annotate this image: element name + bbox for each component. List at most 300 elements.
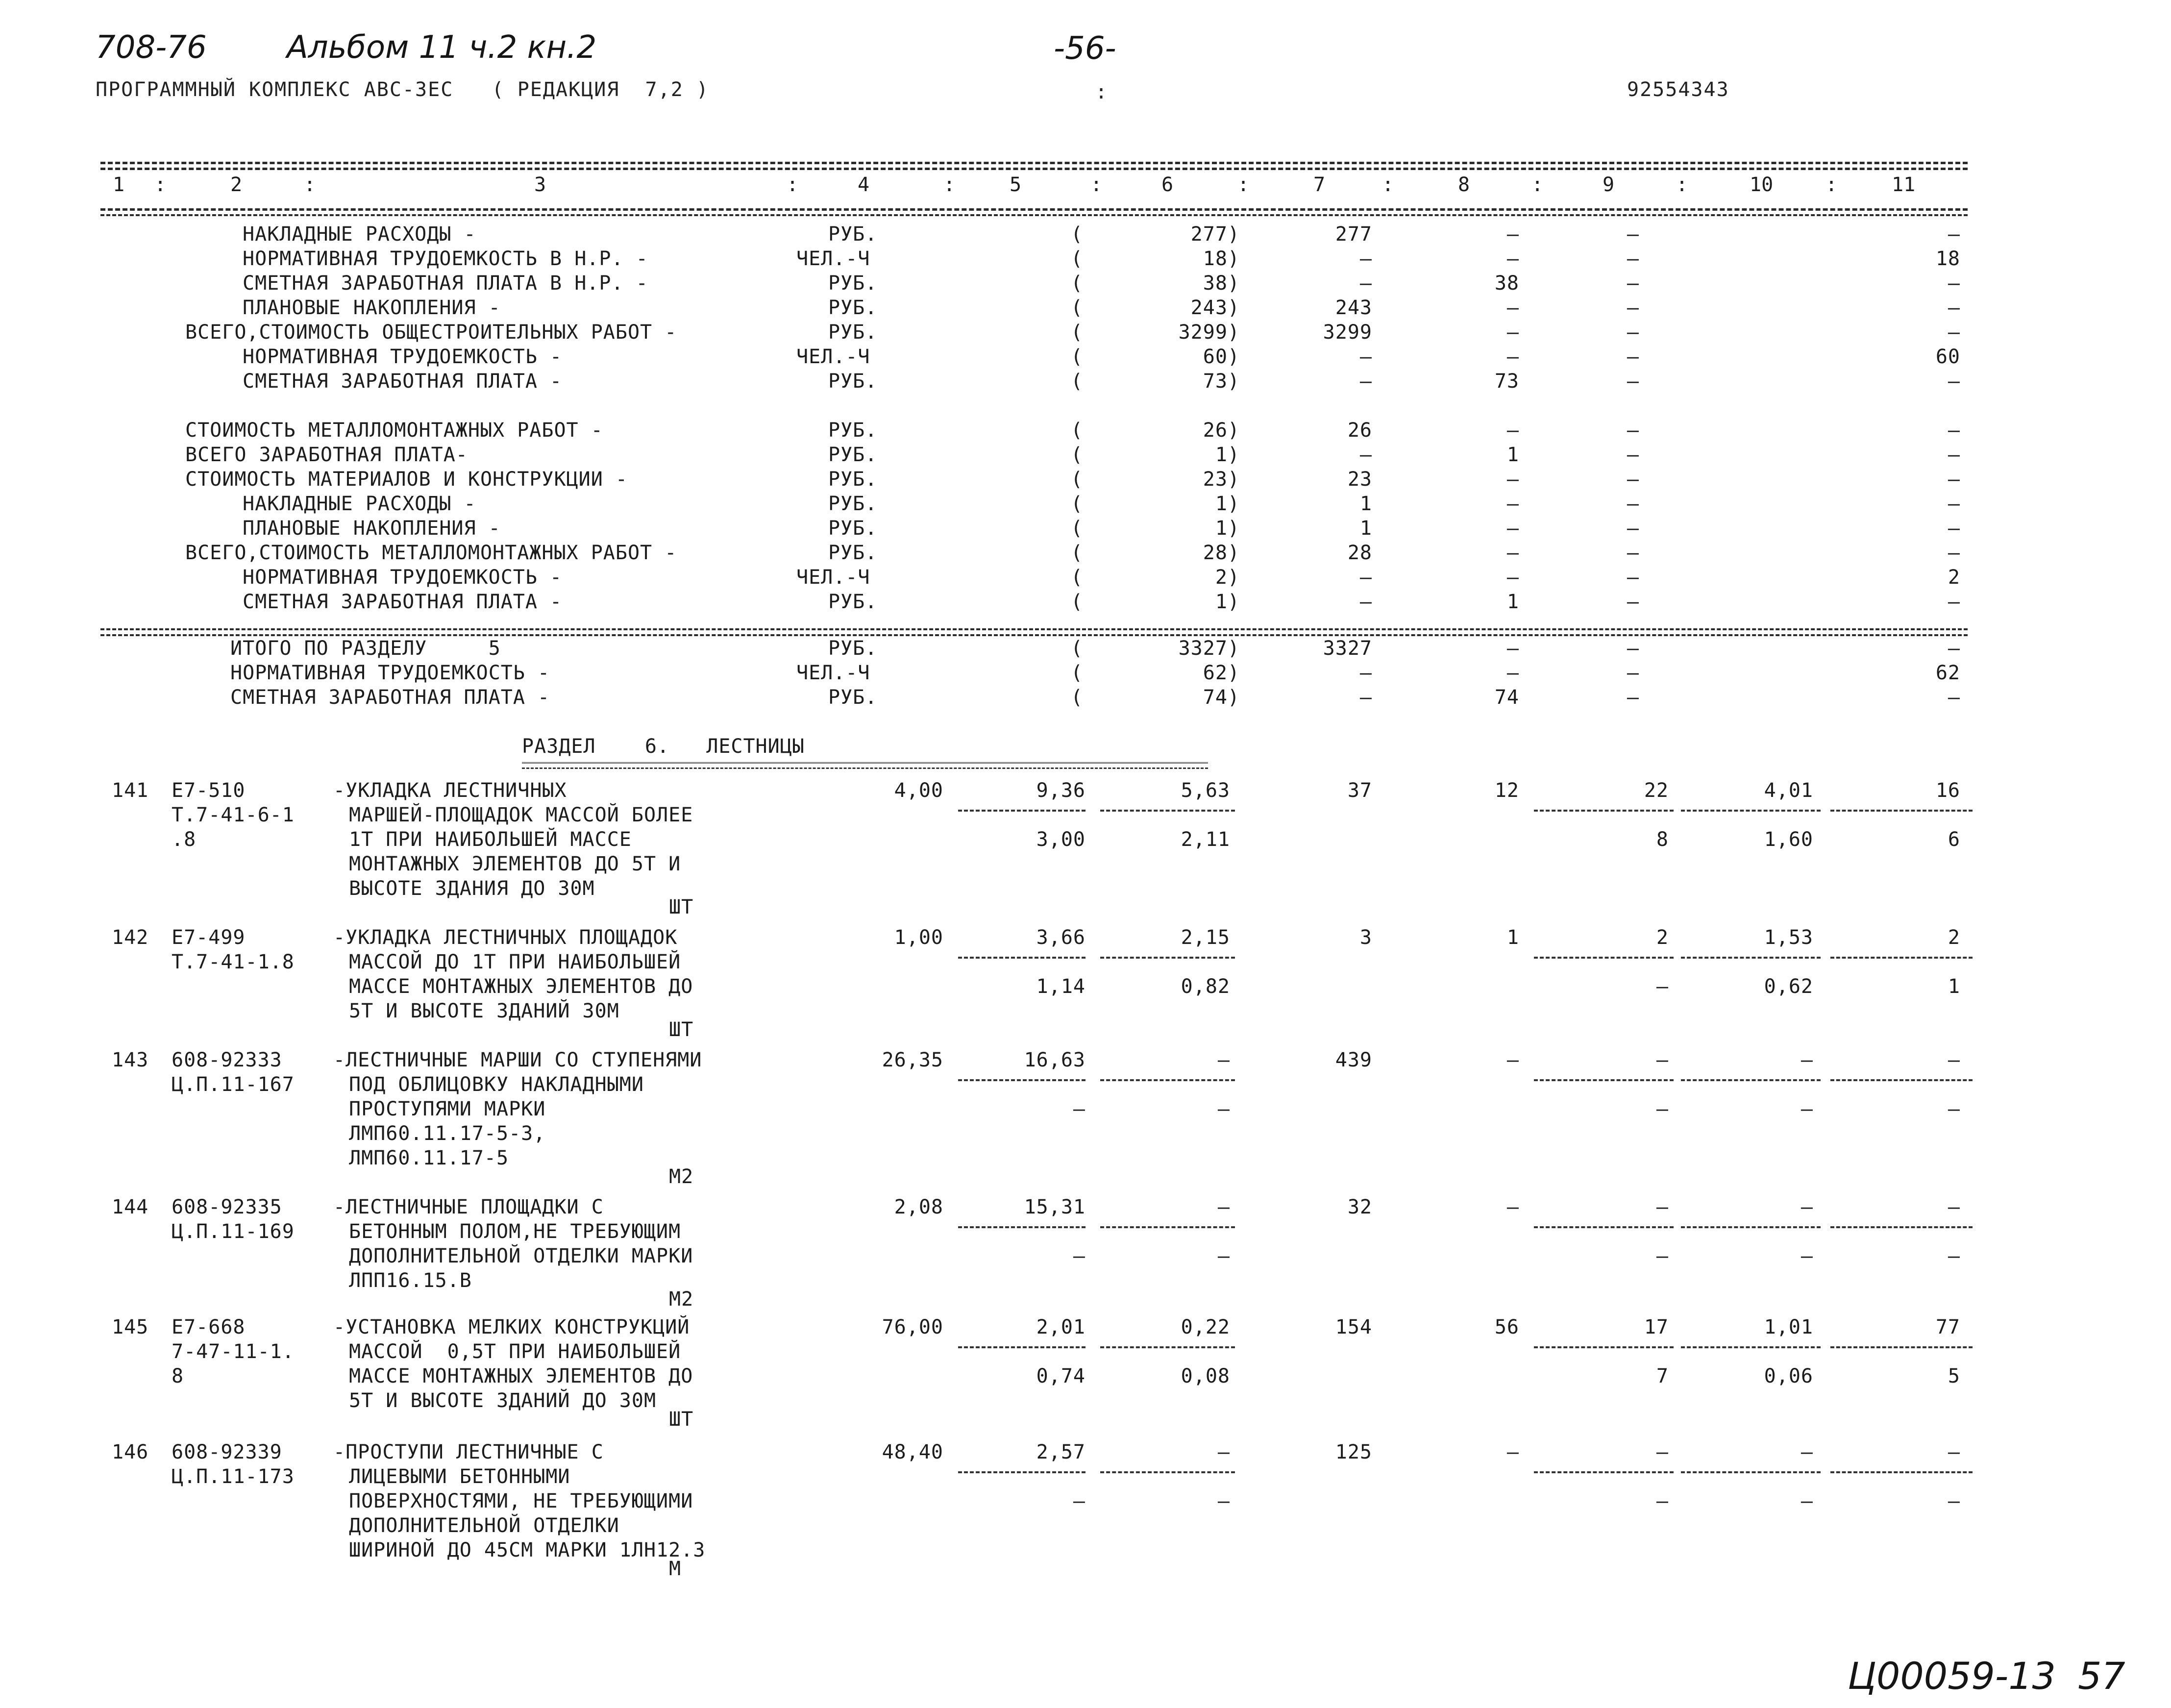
- item-col4: 2,08: [894, 1196, 943, 1218]
- item-description: -УСТАНОВКА МЕЛКИХ КОНСТРУКЦИЙ: [333, 1316, 690, 1338]
- summary-col6: 74): [1203, 686, 1240, 709]
- summary-paren-open: (: [1071, 272, 1084, 295]
- item-code: 608-92335: [172, 1196, 282, 1218]
- column-separator: :: [304, 173, 316, 196]
- column-separator: :: [1237, 173, 1250, 196]
- item-col11-lower: –: [1948, 1098, 1960, 1120]
- summary-col6: 1): [1215, 517, 1240, 540]
- item-col6-lower: –: [1217, 1245, 1230, 1267]
- item-col4: 48,40: [882, 1441, 943, 1463]
- item-col6-lower: 0,82: [1181, 975, 1230, 998]
- summary-col8: 1: [1506, 444, 1519, 466]
- summary-col11: –: [1948, 444, 1960, 466]
- item-col5: 15,31: [1024, 1196, 1086, 1218]
- item-description: ЛПП16.15.В: [349, 1269, 472, 1292]
- summary-col6: 73): [1203, 370, 1240, 393]
- item-col10: –: [1801, 1441, 1813, 1463]
- item-code: Т.7-41-1.8: [172, 951, 295, 973]
- summary-col8: –: [1506, 637, 1519, 660]
- summary-paren-open: (: [1071, 542, 1084, 564]
- summary-paren-open: (: [1071, 248, 1084, 270]
- summary-col7: –: [1359, 272, 1372, 295]
- fraction-line: [1681, 1079, 1821, 1081]
- summary-col7: 26: [1347, 419, 1372, 442]
- summary-label: НАКЛАДНЫЕ РАСХОДЫ -: [243, 223, 476, 246]
- item-description: МАССЕ МОНТАЖНЫХ ЭЛЕМЕНТОВ ДО: [349, 1365, 693, 1387]
- item-col7: 32: [1347, 1196, 1372, 1218]
- item-col10: 1,53: [1764, 926, 1813, 949]
- table-header-bottom-rule-2: [100, 214, 1968, 216]
- summary-label: СМЕТНАЯ ЗАРАБОТНАЯ ПЛАТА -: [243, 370, 563, 393]
- item-col9-lower: –: [1656, 1490, 1669, 1512]
- item-col10: 4,01: [1764, 779, 1813, 802]
- item-description: 5Т И ВЫСОТЕ ЗДАНИЙ ДО 30М: [349, 1389, 657, 1412]
- fraction-line: [1681, 957, 1821, 959]
- summary-paren-open: (: [1071, 468, 1084, 491]
- summary-col11: –: [1948, 419, 1960, 442]
- fraction-line: [1534, 1471, 1674, 1473]
- item-col11: –: [1948, 1196, 1960, 1218]
- summary-col9: –: [1627, 419, 1639, 442]
- fraction-line: [1830, 1226, 1973, 1228]
- item-col5-lower: –: [1073, 1490, 1086, 1512]
- summary-col9: –: [1627, 591, 1639, 613]
- summary-paren-open: (: [1071, 662, 1084, 684]
- item-col7: 154: [1335, 1316, 1372, 1338]
- item-col9-lower: –: [1656, 1098, 1669, 1120]
- fraction-line: [1100, 810, 1235, 812]
- fraction-line: [958, 1226, 1086, 1228]
- summary-col7: 3299: [1323, 321, 1372, 344]
- summary-col9: –: [1627, 686, 1639, 709]
- item-unit: ШТ: [669, 1018, 694, 1041]
- item-col8: –: [1506, 1196, 1519, 1218]
- summary-col7: 1: [1359, 517, 1372, 540]
- fraction-line: [1830, 810, 1973, 812]
- summary-paren-open: (: [1071, 223, 1084, 246]
- item-description: 1Т ПРИ НАИБОЛЬШЕЙ МАССЕ: [349, 828, 632, 851]
- column-number-9: 9: [1603, 173, 1615, 196]
- fraction-line: [1681, 1471, 1821, 1473]
- fraction-line: [1830, 957, 1973, 959]
- item-col11: –: [1948, 1049, 1960, 1071]
- item-description: ПОД ОБЛИЦОВКУ НАКЛАДНЫМИ: [349, 1073, 644, 1096]
- summary-unit: РУБ.: [828, 591, 878, 613]
- summary-col8: –: [1506, 419, 1519, 442]
- summary-unit: РУБ.: [828, 637, 878, 660]
- summary-col8: –: [1506, 468, 1519, 491]
- item-col9: 17: [1644, 1316, 1669, 1338]
- footer-stamp: Ц00059-13: [1848, 1654, 2056, 1698]
- item-description: ШИРИНОЙ ДО 45СМ МАРКИ 1ЛН12.3: [349, 1539, 706, 1561]
- summary-paren-open: (: [1071, 566, 1084, 589]
- item-col8: 56: [1494, 1316, 1519, 1338]
- summary-col6: 1): [1215, 444, 1240, 466]
- summary-label: ПЛАНОВЫЕ НАКОПЛЕНИЯ -: [243, 297, 501, 319]
- summary-paren-open: (: [1071, 370, 1084, 393]
- summary-col6: 26): [1203, 419, 1240, 442]
- item-unit: ШТ: [669, 1408, 694, 1431]
- column-separator: :: [1382, 173, 1394, 196]
- summary-col6: 3299): [1178, 321, 1240, 344]
- summary-col7: –: [1359, 662, 1372, 684]
- item-col6-lower: 2,11: [1181, 828, 1230, 851]
- summary-unit: РУБ.: [828, 542, 878, 564]
- footer-sheet-number: 57: [2078, 1654, 2125, 1698]
- summary-col11: 2: [1948, 566, 1960, 589]
- item-description: 5Т И ВЫСОТЕ ЗДАНИЙ 30М: [349, 1000, 619, 1022]
- item-col5-lower: 0,74: [1036, 1365, 1086, 1387]
- summary-unit: РУБ.: [828, 517, 878, 540]
- item-col8: 1: [1506, 926, 1519, 949]
- fraction-line: [1534, 1079, 1674, 1081]
- item-col10: –: [1801, 1196, 1813, 1218]
- item-code: Е7-510: [172, 779, 246, 802]
- item-col5-lower: –: [1073, 1245, 1086, 1267]
- summary-unit: РУБ.: [828, 493, 878, 515]
- summary-col11: –: [1948, 297, 1960, 319]
- summary-unit: РУБ.: [828, 419, 878, 442]
- summary-col8: –: [1506, 346, 1519, 368]
- table-header-bottom-rule: [100, 208, 1968, 211]
- program-line: ПРОГРАММНЫЙ КОМПЛЕКС АВС-ЗЕС ( РЕДАКЦИЯ 7,2 ): [96, 78, 709, 101]
- item-col6: –: [1217, 1196, 1230, 1218]
- summary-col6: 1): [1215, 493, 1240, 515]
- summary-col9: –: [1627, 370, 1639, 393]
- summary-paren-open: (: [1071, 321, 1084, 344]
- summary-unit: РУБ.: [828, 297, 878, 319]
- item-description: ЛМП60.11.17-5-3,: [349, 1122, 546, 1145]
- fraction-line: [958, 957, 1086, 959]
- item-col10-lower: –: [1801, 1245, 1813, 1267]
- item-description: ПРОСТУПЯМИ МАРКИ: [349, 1098, 546, 1120]
- item-col11: –: [1948, 1441, 1960, 1463]
- fraction-line: [1534, 957, 1674, 959]
- item-col9: –: [1656, 1049, 1669, 1071]
- summary-label: НОРМАТИВНАЯ ТРУДОЕМКОСТЬ -: [230, 662, 550, 684]
- column-number-5: 5: [1010, 173, 1022, 196]
- section-total-rule-2: [100, 634, 1968, 636]
- item-number: 146: [112, 1441, 149, 1463]
- item-description: ЛИЦЕВЫМИ БЕТОННЫМИ: [349, 1465, 570, 1488]
- item-col7: 3: [1359, 926, 1372, 949]
- fraction-line: [1830, 1079, 1973, 1081]
- item-col11-lower: 1: [1948, 975, 1960, 998]
- item-description: ВЫСОТЕ ЗДАНИЯ ДО 30М: [349, 877, 595, 900]
- column-number-7: 7: [1313, 173, 1326, 196]
- summary-label: ВСЕГО ЗАРАБОТНАЯ ПЛАТА-: [185, 444, 468, 466]
- item-col10-lower: 1,60: [1764, 828, 1813, 851]
- column-number-1: 1: [113, 173, 125, 196]
- summary-unit: РУБ.: [828, 370, 878, 393]
- column-separator: :: [1531, 173, 1544, 196]
- item-code: Т.7-41-6-1: [172, 804, 295, 826]
- summary-col6: 60): [1203, 346, 1240, 368]
- fraction-line: [1100, 1471, 1235, 1473]
- item-col5-lower: 3,00: [1036, 828, 1086, 851]
- summary-col11: –: [1948, 637, 1960, 660]
- item-col4: 4,00: [894, 779, 943, 802]
- summary-col8: –: [1506, 662, 1519, 684]
- summary-col8: –: [1506, 566, 1519, 589]
- column-number-6: 6: [1161, 173, 1174, 196]
- summary-label: ПЛАНОВЫЕ НАКОПЛЕНИЯ -: [243, 517, 501, 540]
- fraction-line: [1534, 810, 1674, 812]
- summary-col9: –: [1627, 444, 1639, 466]
- summary-unit: ЧЕЛ.-Ч: [796, 346, 870, 368]
- item-col11-lower: –: [1948, 1245, 1960, 1267]
- summary-paren-open: (: [1071, 493, 1084, 515]
- summary-col7: –: [1359, 444, 1372, 466]
- item-number: 141: [112, 779, 149, 802]
- item-description: ПОВЕРХНОСТЯМИ, НЕ ТРЕБУЮЩИМИ: [349, 1490, 693, 1512]
- item-code: 608-92333: [172, 1049, 282, 1071]
- summary-paren-open: (: [1071, 444, 1084, 466]
- item-description: -ЛЕСТНИЧНЫЕ МАРШИ СО СТУПЕНЯМИ: [333, 1049, 702, 1071]
- summary-col11: –: [1948, 686, 1960, 709]
- item-col4: 1,00: [894, 926, 943, 949]
- item-col5: 2,57: [1036, 1441, 1086, 1463]
- item-description: МАССОЙ ДО 1Т ПРИ НАИБОЛЬШЕЙ: [349, 951, 681, 973]
- fraction-line: [1681, 810, 1821, 812]
- summary-label: ВСЕГО,СТОИМОСТЬ ОБЩЕСТРОИТЕЛЬНЫХ РАБОТ -: [185, 321, 677, 344]
- item-col11: 77: [1935, 1316, 1960, 1338]
- summary-col6: 38): [1203, 272, 1240, 295]
- fraction-line: [1681, 1226, 1821, 1228]
- item-col10-lower: –: [1801, 1098, 1813, 1120]
- summary-paren-open: (: [1071, 686, 1084, 709]
- item-col9: –: [1656, 1196, 1669, 1218]
- item-col6-lower: 0,08: [1181, 1365, 1230, 1387]
- item-unit: М: [669, 1558, 682, 1580]
- summary-label: НОРМАТИВНАЯ ТРУДОЕМКОСТЬ В Н.Р. -: [243, 248, 648, 270]
- section-heading-underline: [522, 762, 1208, 766]
- summary-col7: 28: [1347, 542, 1372, 564]
- summary-col9: –: [1627, 662, 1639, 684]
- item-col6: 5,63: [1181, 779, 1230, 802]
- summary-unit: РУБ.: [828, 272, 878, 295]
- item-col6-lower: –: [1217, 1490, 1230, 1512]
- item-col8: –: [1506, 1441, 1519, 1463]
- fraction-line: [1100, 957, 1235, 959]
- summary-col8: –: [1506, 517, 1519, 540]
- fraction-line: [958, 1471, 1086, 1473]
- item-col9: 22: [1644, 779, 1669, 802]
- summary-col7: –: [1359, 346, 1372, 368]
- summary-col6: 18): [1203, 248, 1240, 270]
- item-col9-lower: 7: [1656, 1365, 1669, 1387]
- column-separator: :: [787, 173, 799, 196]
- colon-mark: :: [1095, 81, 1109, 103]
- item-col9-lower: 8: [1656, 828, 1669, 851]
- item-number: 144: [112, 1196, 149, 1218]
- summary-col9: –: [1627, 321, 1639, 344]
- summary-col9: –: [1627, 223, 1639, 246]
- column-number-2: 2: [230, 173, 243, 196]
- summary-paren-open: (: [1071, 346, 1084, 368]
- item-col6: –: [1217, 1441, 1230, 1463]
- summary-col9: –: [1627, 517, 1639, 540]
- item-description: БЕТОННЫМ ПОЛОМ,НЕ ТРЕБУЮЩИМ: [349, 1220, 681, 1243]
- fraction-line: [958, 1346, 1086, 1348]
- summary-col8: –: [1506, 248, 1519, 270]
- column-number-11: 11: [1892, 173, 1916, 196]
- item-col7: 37: [1347, 779, 1372, 802]
- summary-label: НАКЛАДНЫЕ РАСХОДЫ -: [243, 493, 476, 515]
- item-code: .8: [172, 828, 197, 851]
- summary-col8: –: [1506, 542, 1519, 564]
- summary-col7: –: [1359, 370, 1372, 393]
- summary-col7: 3327: [1323, 637, 1372, 660]
- fraction-line: [1534, 1346, 1674, 1348]
- summary-col7: 277: [1335, 223, 1372, 246]
- summary-paren-open: (: [1071, 517, 1084, 540]
- summary-label: СМЕТНАЯ ЗАРАБОТНАЯ ПЛАТА В Н.Р. -: [243, 272, 648, 295]
- item-number: 145: [112, 1316, 149, 1338]
- summary-col6: 2): [1215, 566, 1240, 589]
- summary-col7: –: [1359, 591, 1372, 613]
- summary-paren-open: (: [1071, 637, 1084, 660]
- summary-col11: –: [1948, 272, 1960, 295]
- summary-col9: –: [1627, 272, 1639, 295]
- summary-col11: 60: [1935, 346, 1960, 368]
- item-col11-lower: 6: [1948, 828, 1960, 851]
- summary-col11: 18: [1935, 248, 1960, 270]
- summary-label: ИТОГО ПО РАЗДЕЛУ 5: [230, 637, 501, 660]
- item-code: Ц.П.11-167: [172, 1073, 295, 1096]
- summary-col6: 3327): [1178, 637, 1240, 660]
- summary-unit: ЧЕЛ.-Ч: [796, 566, 870, 589]
- summary-col9: –: [1627, 566, 1639, 589]
- item-col9: –: [1656, 1441, 1669, 1463]
- summary-unit: РУБ.: [828, 468, 878, 491]
- item-col10-lower: 0,62: [1764, 975, 1813, 998]
- item-col6: 0,22: [1181, 1316, 1230, 1338]
- item-number: 143: [112, 1049, 149, 1071]
- item-col11: 2: [1948, 926, 1960, 949]
- section-heading: РАЗДЕЛ 6. ЛЕСТНИЦЫ: [522, 735, 805, 758]
- summary-col11: –: [1948, 468, 1960, 491]
- summary-col7: 23: [1347, 468, 1372, 491]
- fraction-line: [958, 1079, 1086, 1081]
- summary-col11: –: [1948, 493, 1960, 515]
- album-title: Альбом 11 ч.2 кн.2: [287, 29, 597, 66]
- table-top-rule: [100, 162, 1968, 164]
- item-description: МОНТАЖНЫХ ЭЛЕМЕНТОВ ДО 5Т И: [349, 853, 681, 875]
- summary-paren-open: (: [1071, 419, 1084, 442]
- item-description: ДОПОЛНИТЕЛЬНОЙ ОТДЕЛКИ МАРКИ: [349, 1245, 693, 1267]
- item-col4: 26,35: [882, 1049, 943, 1071]
- summary-col11: –: [1948, 517, 1960, 540]
- column-separator: :: [1826, 173, 1838, 196]
- summary-unit: РУБ.: [828, 686, 878, 709]
- summary-col8: –: [1506, 321, 1519, 344]
- item-col5: 3,66: [1036, 926, 1086, 949]
- summary-col9: –: [1627, 297, 1639, 319]
- summary-col11: –: [1948, 542, 1960, 564]
- fraction-line: [1534, 1226, 1674, 1228]
- item-code: 8: [172, 1365, 184, 1387]
- summary-paren-open: (: [1071, 297, 1084, 319]
- item-unit: М2: [669, 1288, 694, 1311]
- summary-col8: 74: [1494, 686, 1519, 709]
- fraction-line: [1830, 1471, 1973, 1473]
- item-description: -УКЛАДКА ЛЕСТНИЧНЫХ ПЛОЩАДОК: [333, 926, 678, 949]
- summary-col8: 1: [1506, 591, 1519, 613]
- fraction-line: [1681, 1346, 1821, 1348]
- column-number-10: 10: [1750, 173, 1774, 196]
- table-top-rule-2: [100, 168, 1968, 170]
- summary-col6: 62): [1203, 662, 1240, 684]
- summary-col11: –: [1948, 591, 1960, 613]
- fraction-line: [1100, 1226, 1235, 1228]
- summary-label: СТОИМОСТЬ МЕТАЛЛОМОНТАЖНЫХ РАБОТ -: [185, 419, 603, 442]
- item-col6: –: [1217, 1049, 1230, 1071]
- item-description: ЛМП60.11.17-5: [349, 1147, 509, 1169]
- summary-paren-open: (: [1071, 591, 1084, 613]
- item-col8: 12: [1494, 779, 1519, 802]
- summary-col8: –: [1506, 223, 1519, 246]
- item-description: МАССОЙ 0,5Т ПРИ НАИБОЛЬШЕЙ: [349, 1340, 681, 1363]
- summary-col7: –: [1359, 686, 1372, 709]
- summary-label: НОРМАТИВНАЯ ТРУДОЕМКОСТЬ -: [243, 566, 563, 589]
- summary-col8: –: [1506, 493, 1519, 515]
- fraction-line: [1100, 1346, 1235, 1348]
- item-description: -УКЛАДКА ЛЕСТНИЧНЫХ: [333, 779, 567, 802]
- summary-unit: ЧЕЛ.-Ч: [796, 248, 870, 270]
- item-col10-lower: 0,06: [1764, 1365, 1813, 1387]
- summary-col7: 1: [1359, 493, 1372, 515]
- summary-col7: 243: [1335, 297, 1372, 319]
- item-col7: 125: [1335, 1441, 1372, 1463]
- summary-col11: 62: [1935, 662, 1960, 684]
- summary-col6: 23): [1203, 468, 1240, 491]
- column-number-4: 4: [858, 173, 870, 196]
- item-col9-lower: –: [1656, 975, 1669, 998]
- fraction-line: [958, 810, 1086, 812]
- item-col10-lower: –: [1801, 1490, 1813, 1512]
- summary-col9: –: [1627, 346, 1639, 368]
- album-code: 708-76: [96, 29, 207, 66]
- item-description: -ПРОСТУПИ ЛЕСТНИЧНЫЕ С: [333, 1441, 604, 1463]
- item-col8: –: [1506, 1049, 1519, 1071]
- summary-col9: –: [1627, 493, 1639, 515]
- section-total-rule: [100, 628, 1968, 630]
- item-number: 142: [112, 926, 149, 949]
- item-description: -ЛЕСТНИЧНЫЕ ПЛОЩАДКИ С: [333, 1196, 604, 1218]
- summary-label: СМЕТНАЯ ЗАРАБОТНАЯ ПЛАТА -: [243, 591, 563, 613]
- item-unit: ШТ: [669, 896, 694, 918]
- item-code: Ц.П.11-173: [172, 1465, 295, 1488]
- summary-col6: 1): [1215, 591, 1240, 613]
- item-description: МАССЕ МОНТАЖНЫХ ЭЛЕМЕНТОВ ДО: [349, 975, 693, 998]
- summary-col7: –: [1359, 566, 1372, 589]
- item-col10: 1,01: [1764, 1316, 1813, 1338]
- column-separator: :: [1090, 173, 1103, 196]
- item-col7: 439: [1335, 1049, 1372, 1071]
- summary-col11: –: [1948, 370, 1960, 393]
- item-col4: 76,00: [882, 1316, 943, 1338]
- item-code: 7-47-11-1.: [172, 1340, 295, 1363]
- column-separator: :: [1676, 173, 1688, 196]
- summary-label: ВСЕГО,СТОИМОСТЬ МЕТАЛЛОМОНТАЖНЫХ РАБОТ -: [185, 542, 677, 564]
- summary-col11: –: [1948, 321, 1960, 344]
- summary-col8: 73: [1494, 370, 1519, 393]
- item-col6-lower: –: [1217, 1098, 1230, 1120]
- summary-unit: ЧЕЛ.-Ч: [796, 662, 870, 684]
- item-code: 608-92339: [172, 1441, 282, 1463]
- doc-number: 92554343: [1627, 78, 1729, 101]
